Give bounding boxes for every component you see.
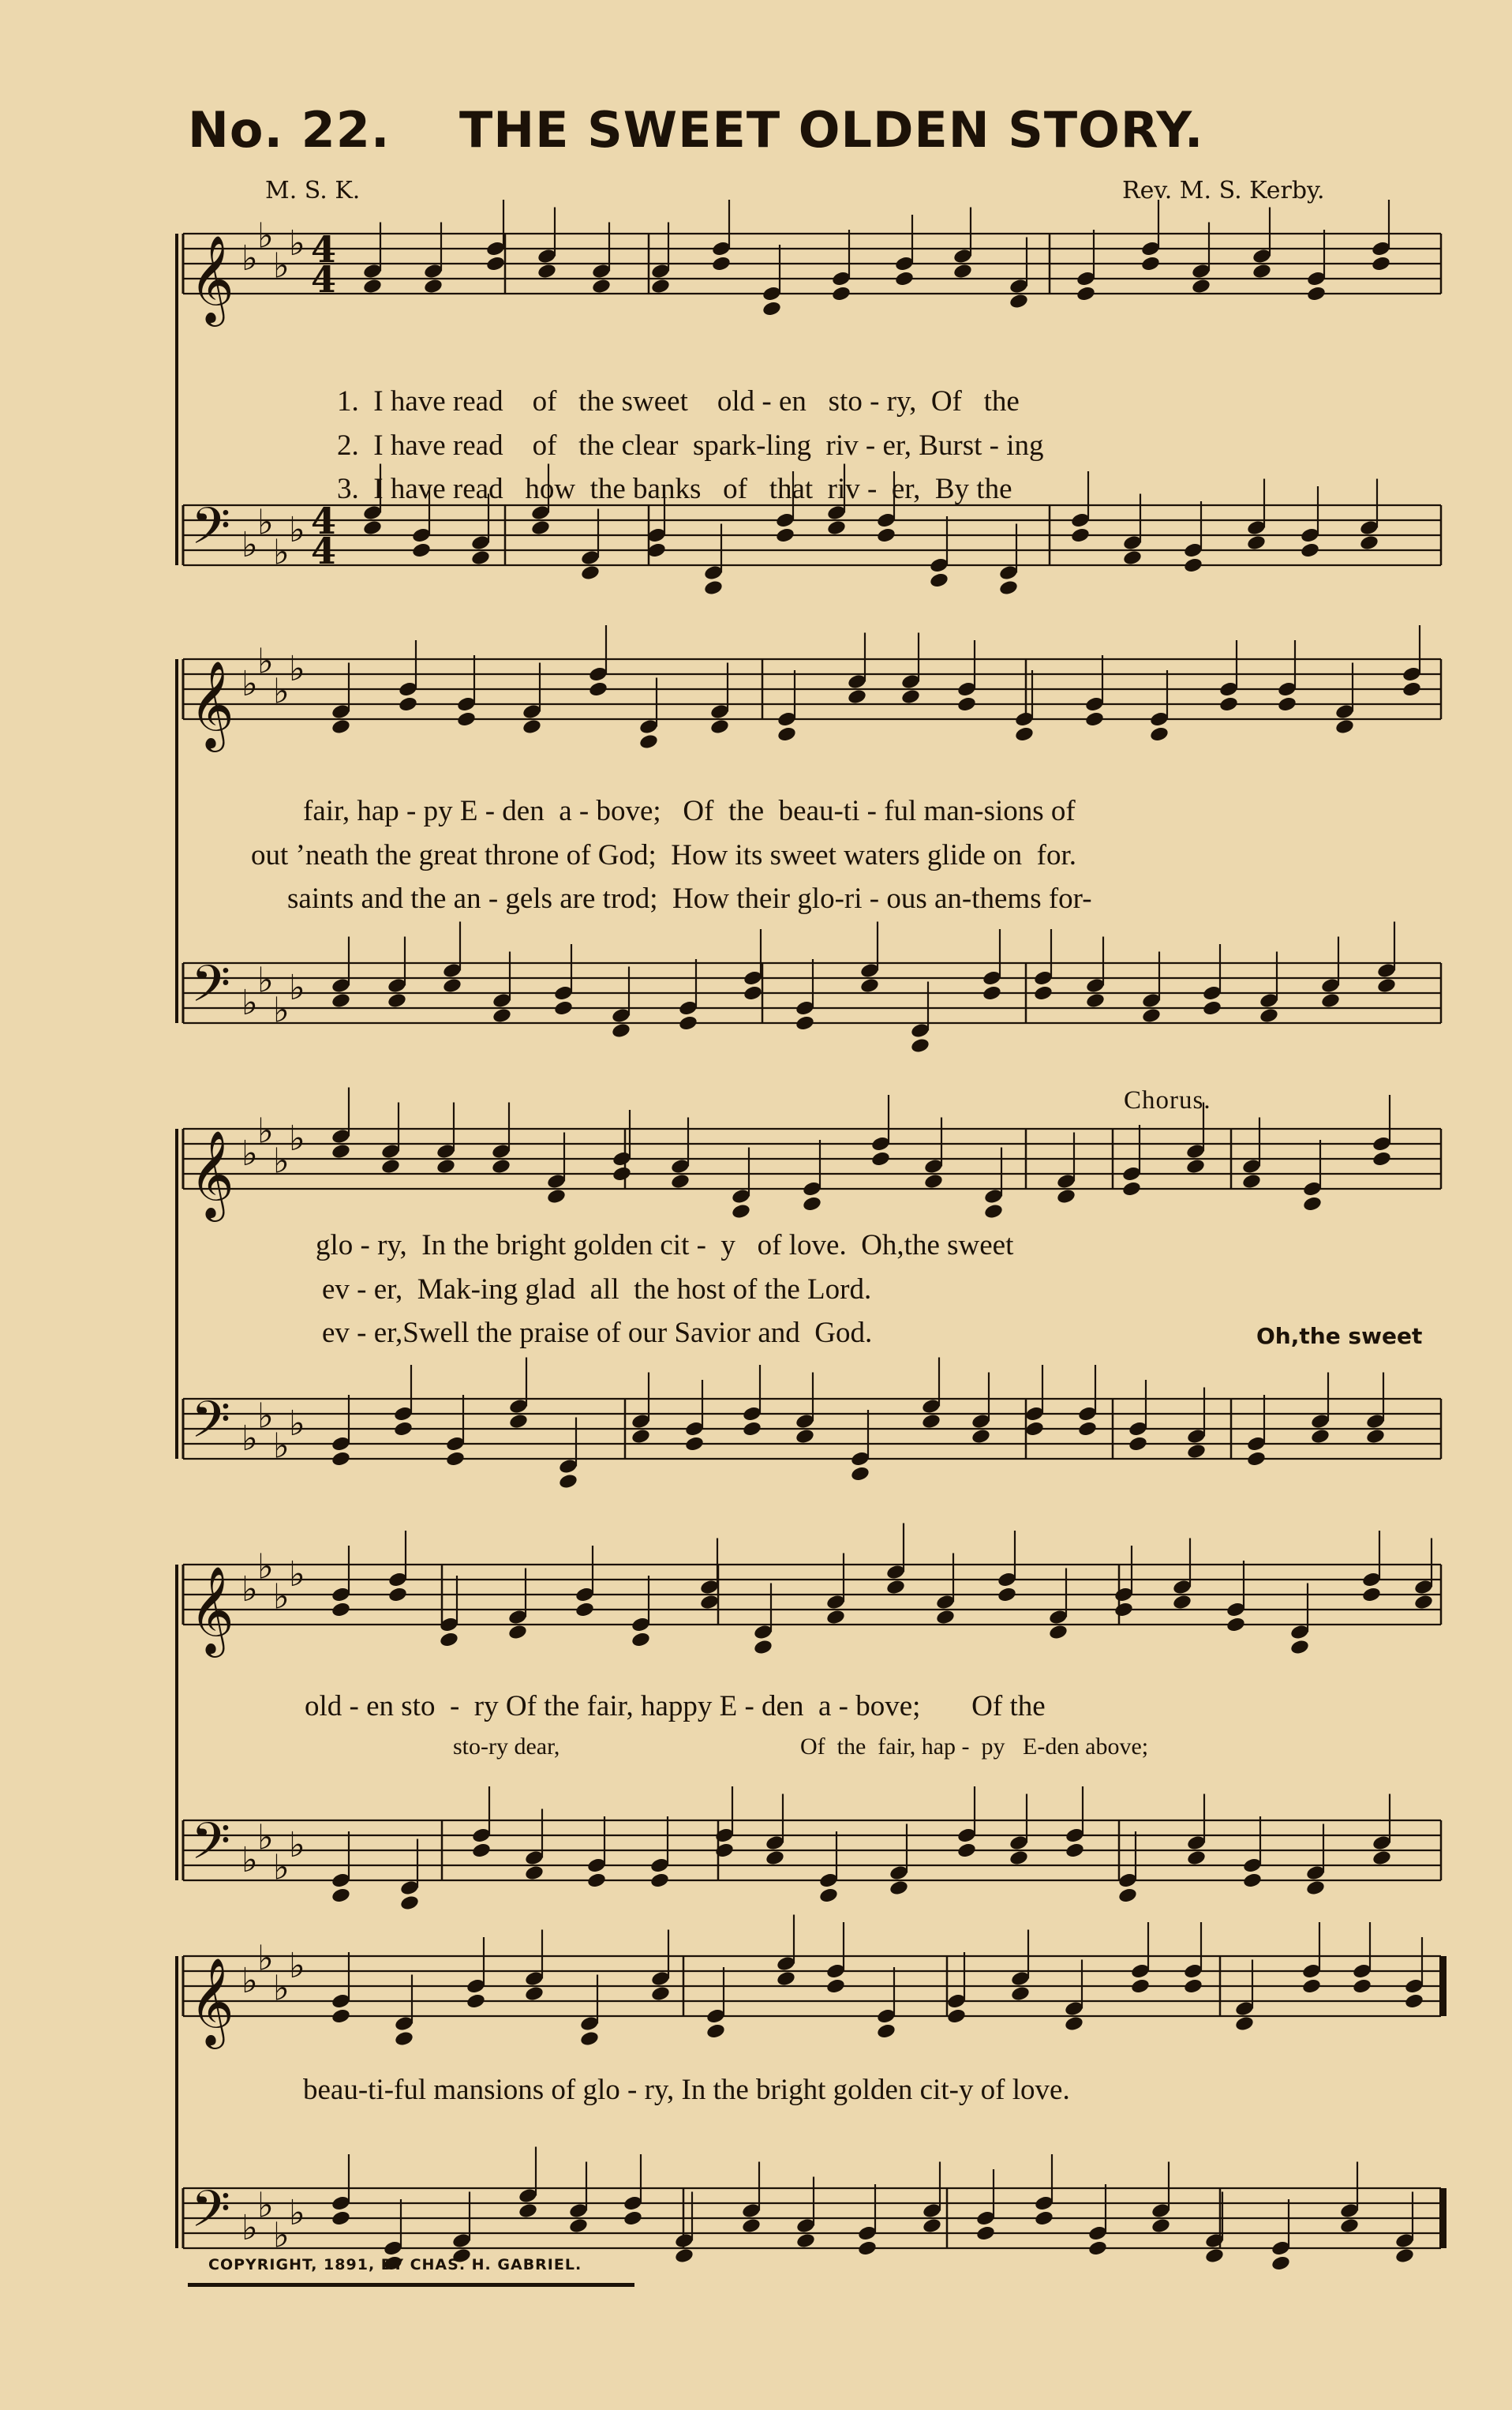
notehead: [894, 270, 915, 287]
notehead: [537, 263, 557, 280]
notehead: [1305, 1880, 1326, 1897]
notehead: [1128, 1435, 1148, 1452]
notehead: [922, 2217, 942, 2235]
notehead: [731, 1203, 751, 1220]
notehead: [795, 1428, 815, 1445]
flat-sign: ♭: [289, 1119, 305, 1159]
notehead: [1183, 557, 1203, 574]
notehead: [885, 1579, 906, 1596]
notehead: [423, 278, 443, 295]
notehead: [753, 1639, 773, 1656]
notehead: [1271, 2254, 1291, 2272]
lyric-fragment: Burst - ing: [919, 429, 1044, 462]
notehead: [1056, 1188, 1076, 1205]
verse-3-line-1: [308, 438, 1012, 540]
notehead: [331, 1450, 351, 1467]
notehead: [1246, 1450, 1267, 1467]
notehead: [1302, 1195, 1323, 1212]
notehead: [1339, 2217, 1360, 2235]
notehead: [923, 1173, 944, 1190]
notehead: [831, 285, 851, 302]
lyric-fragment: Of: [930, 385, 962, 418]
notehead: [1034, 2209, 1054, 2227]
flat-sign: ♭: [257, 2185, 274, 2226]
notehead: [398, 695, 418, 713]
notehead: [1183, 1977, 1203, 1995]
notehead: [709, 718, 730, 736]
flat-sign: ♭: [289, 510, 305, 550]
notehead: [982, 984, 1002, 1002]
notehead: [591, 278, 612, 295]
lyric-fragment: By the: [934, 473, 1012, 505]
notehead: [1310, 1428, 1330, 1445]
notehead: [1151, 2217, 1171, 2235]
notehead: [1117, 1887, 1138, 1904]
notehead: [847, 688, 867, 706]
notehead: [1033, 984, 1054, 1002]
flat-sign: ♭: [241, 525, 258, 565]
flat-sign: ♭: [289, 649, 305, 689]
flat-sign: ♭: [289, 1404, 305, 1444]
notehead: [1122, 549, 1143, 567]
notehead: [1113, 1601, 1134, 1618]
notehead: [650, 278, 671, 295]
notehead: [795, 1014, 815, 1032]
bass-clef: 𝄢: [191, 1812, 231, 1883]
notehead: [623, 2209, 643, 2227]
notehead: [818, 1887, 839, 1904]
flat-sign: ♭: [289, 968, 305, 1008]
copyright-notice: COPYRIGHT, 1891, BY CHAS. H. GABRIEL.: [208, 2256, 582, 2273]
notehead: [929, 572, 949, 589]
notehead: [762, 300, 782, 317]
notehead: [394, 2030, 414, 2048]
notehead: [331, 1143, 351, 1160]
notehead: [568, 2217, 589, 2235]
notehead: [952, 263, 973, 280]
lyric-fragment: the clear: [578, 429, 679, 462]
notehead: [1202, 999, 1222, 1017]
notehead: [466, 1992, 486, 2010]
notehead: [742, 1420, 762, 1437]
notehead: [380, 1158, 401, 1175]
bass-clef: 𝄢: [191, 497, 231, 568]
notehead: [1191, 278, 1211, 295]
flat-sign: ♭: [273, 1576, 290, 1617]
notehead: [935, 1609, 956, 1626]
lyric-fragment: riv -: [827, 473, 878, 505]
notehead: [331, 718, 351, 736]
notehead: [1371, 255, 1391, 272]
notehead: [1065, 1842, 1085, 1859]
lyricist-credit: M. S. K.: [265, 177, 361, 204]
lyric-fragment: the: [983, 385, 1020, 418]
notehead: [470, 549, 491, 567]
verse-2-line-3: ev - er, Mak-ing glad all the host of the Lord.: [322, 1273, 872, 1306]
flat-sign: ♭: [241, 1134, 258, 1174]
flat-sign: ♭: [257, 960, 274, 1001]
notehead: [1009, 1850, 1029, 1867]
notehead: [387, 1586, 408, 1603]
notehead: [456, 710, 477, 728]
notehead: [1085, 992, 1106, 1010]
notehead: [1048, 1624, 1069, 1641]
time-signature-top: 4: [311, 228, 337, 271]
notehead: [1300, 542, 1320, 559]
notehead: [1365, 1428, 1386, 1445]
notehead: [638, 733, 659, 751]
notehead: [971, 1428, 991, 1445]
notehead: [910, 1037, 930, 1055]
notehead: [741, 2217, 762, 2235]
notehead: [1077, 1420, 1098, 1437]
time-signature-bottom: 4: [311, 258, 337, 301]
final-barline: [1439, 1956, 1447, 2016]
notehead: [1121, 1180, 1142, 1198]
flat-sign: ♭: [273, 671, 290, 712]
notehead: [524, 1865, 545, 1882]
notehead: [1259, 1007, 1279, 1025]
notehead: [921, 1413, 941, 1430]
treble-clef: 𝄞: [189, 1565, 234, 1654]
notehead: [705, 2022, 726, 2040]
verse-3-line-2: saints and the an - gels are trod; How their glo-ri - ous an-thems for-: [287, 883, 1092, 915]
lyric-fragment: er,: [891, 473, 921, 505]
verse-number: 3.: [337, 473, 359, 505]
notehead: [492, 1007, 512, 1025]
notehead: [956, 1842, 977, 1859]
notehead: [1402, 680, 1422, 698]
notehead: [998, 579, 1019, 597]
lyric-fragment: spark-ling: [693, 429, 812, 462]
notehead: [1226, 1616, 1246, 1633]
lyric-fragment: er,: [882, 429, 911, 462]
lyric-fragment: ry,: [886, 385, 917, 418]
notehead: [1141, 1007, 1162, 1025]
notehead: [1009, 293, 1029, 310]
notehead: [611, 1022, 631, 1040]
notehead: [1084, 710, 1105, 728]
verse-3-line-3: ev - er,Swell the praise of our Savior and God.: [322, 1317, 873, 1349]
verse-2-line-2: out ’neath the great throne of God; How its sweet waters glide on for.: [251, 839, 1077, 871]
notehead: [1185, 1158, 1206, 1175]
lyric-fragment: of: [723, 473, 747, 505]
verse-1-line-3: glo - ry, In the bright golden cit - y of love. Oh,the sweet: [316, 1229, 1014, 1261]
lyric-fragment: that: [769, 473, 814, 505]
notehead: [649, 1872, 670, 1889]
notehead: [1394, 2247, 1415, 2265]
notehead: [586, 1872, 607, 1889]
notehead: [331, 1887, 351, 1904]
treble-clef: 𝄞: [189, 234, 234, 323]
notehead: [684, 1435, 705, 1452]
notehead: [1186, 1850, 1207, 1867]
flat-sign: ♭: [257, 1546, 274, 1587]
notehead: [1064, 2015, 1084, 2033]
flat-sign: ♭: [241, 1961, 258, 2001]
lyric-fragment: of: [532, 385, 557, 418]
lyric-fragment: the banks: [589, 473, 702, 505]
notehead: [743, 984, 763, 1002]
notehead: [579, 2030, 600, 2048]
flat-sign: ♭: [241, 664, 258, 704]
notehead: [485, 255, 506, 272]
notehead: [411, 542, 432, 559]
flat-sign: ♭: [273, 1141, 290, 1182]
notehead: [546, 1188, 567, 1205]
notehead: [975, 2224, 996, 2242]
lyric-fragment: I have read: [373, 429, 503, 462]
notehead: [1010, 1985, 1031, 2003]
notehead: [1277, 695, 1297, 713]
composer-credit: Rev. M. S. Kerby.: [1122, 177, 1325, 204]
notehead: [1076, 285, 1096, 302]
notehead: [859, 977, 880, 995]
notehead: [776, 1970, 796, 1988]
notehead: [1140, 255, 1161, 272]
notehead: [1306, 285, 1327, 302]
notehead: [1320, 992, 1341, 1010]
notehead: [1352, 1977, 1372, 1995]
notehead: [574, 1601, 595, 1618]
flat-sign: ♭: [241, 2208, 258, 2248]
notehead: [946, 2007, 967, 2025]
notehead: [436, 1158, 456, 1175]
verse-number: 1.: [337, 385, 359, 418]
flat-sign: ♭: [241, 238, 258, 279]
notehead: [331, 992, 351, 1010]
bass-lyric-1: sto-ry dear,: [453, 1733, 560, 1760]
notehead: [508, 1413, 529, 1430]
notehead: [1014, 725, 1035, 743]
notehead: [1372, 1150, 1392, 1168]
notehead: [445, 1450, 466, 1467]
notehead: [795, 2232, 816, 2250]
chorus-lyric-line-1: old - en sto - ry Of the fair, happy E - den a - bove; Of the: [305, 1690, 1046, 1722]
hymn-number: No. 22.: [188, 101, 391, 159]
notehead: [387, 992, 407, 1010]
notehead: [650, 1985, 671, 2003]
notehead: [331, 2007, 351, 2025]
flat-sign: ♭: [289, 2193, 305, 2233]
notehead: [889, 1880, 909, 1897]
notehead: [612, 1165, 632, 1183]
notehead: [1404, 1992, 1424, 2010]
flat-sign: ♭: [289, 1946, 305, 1986]
hymn-title: THE SWEET OLDEN STORY.: [459, 101, 1204, 159]
notehead: [1372, 1850, 1392, 1867]
notehead: [1218, 695, 1239, 713]
flat-sign: ♭: [241, 1840, 258, 1880]
flat-sign: ♭: [241, 983, 258, 1023]
notehead: [1204, 2247, 1225, 2265]
flat-sign: ♭: [289, 223, 305, 264]
footer-rule: [188, 2283, 634, 2287]
notehead: [711, 255, 732, 272]
notehead: [631, 1428, 651, 1445]
flat-sign: ♭: [257, 1111, 274, 1152]
notehead: [825, 1609, 846, 1626]
flat-sign: ♭: [257, 502, 274, 543]
notehead: [491, 1158, 511, 1175]
notehead: [1241, 1173, 1262, 1190]
notehead: [471, 1842, 492, 1859]
bass-chorus-text: Oh,the sweet: [1256, 1323, 1423, 1349]
flat-sign: ♭: [273, 2215, 290, 2256]
flat-sign: ♭: [257, 1938, 274, 1979]
notehead: [1361, 1586, 1382, 1603]
notehead: [1172, 1594, 1192, 1611]
notehead: [362, 278, 383, 295]
notehead: [399, 1895, 420, 1912]
flat-sign: ♭: [257, 216, 274, 257]
lyric-fragment: riv -: [825, 429, 876, 462]
notehead: [674, 2247, 694, 2265]
notehead: [442, 977, 462, 995]
notehead: [393, 1420, 414, 1437]
notehead: [956, 695, 977, 713]
flat-sign: ♭: [273, 990, 290, 1031]
notehead: [331, 2209, 351, 2227]
notehead: [670, 1173, 691, 1190]
notehead: [331, 1601, 351, 1618]
treble-clef: 𝄞: [189, 1957, 234, 2045]
notehead: [553, 999, 574, 1017]
notehead: [699, 1594, 720, 1611]
final-barline: [1439, 2188, 1447, 2248]
notehead: [524, 1985, 545, 2003]
bass-clef: 𝄢: [191, 2180, 231, 2251]
notehead: [876, 2022, 896, 2040]
flat-sign: ♭: [241, 1569, 258, 1610]
lyric-fragment: of: [532, 429, 557, 462]
flat-sign: ♭: [257, 1817, 274, 1858]
notehead: [507, 1624, 528, 1641]
notehead: [983, 1203, 1004, 1220]
notehead: [802, 1195, 822, 1212]
notehead: [558, 1473, 578, 1490]
notehead: [1234, 2015, 1255, 2033]
notehead: [678, 1014, 698, 1032]
notehead: [997, 1586, 1017, 1603]
notehead: [1252, 263, 1272, 280]
verse-1-line-2: fair, hap - py E - den a - bove; Of the beau-ti - ful man-sions of: [303, 795, 1076, 827]
notehead: [1024, 1420, 1045, 1437]
flat-sign: ♭: [289, 1554, 305, 1595]
flat-sign: ♭: [273, 1968, 290, 2009]
notehead: [1242, 1872, 1263, 1889]
lyric-fragment: I have read: [373, 385, 503, 418]
notehead: [1301, 1977, 1322, 1995]
notehead: [1246, 534, 1267, 552]
notehead: [1149, 725, 1170, 743]
flat-sign: ♭: [273, 1847, 290, 1888]
flat-sign: ♭: [273, 245, 290, 287]
notehead: [522, 718, 542, 736]
treble-clef: 𝄞: [189, 1130, 234, 1218]
bass-lyric-2: Of the fair, hap - py E-den above;: [800, 1733, 1149, 1760]
notehead: [518, 2202, 538, 2220]
notehead: [825, 1977, 846, 1995]
notehead: [588, 680, 608, 698]
notehead: [439, 1631, 459, 1648]
flat-sign: ♭: [241, 1419, 258, 1459]
flat-sign: ♭: [257, 641, 274, 682]
notehead: [1289, 1639, 1310, 1656]
notehead: [857, 2239, 878, 2257]
notehead: [1087, 2239, 1108, 2257]
treble-clef: 𝄞: [189, 660, 234, 748]
lyric-fragment: the sweet: [578, 385, 688, 418]
flat-sign: ♭: [273, 1426, 290, 1467]
notehead: [870, 1150, 891, 1168]
lyric-fragment: I have read: [373, 473, 503, 505]
notehead: [1376, 977, 1397, 995]
time-signature-top: 4: [311, 500, 337, 542]
notehead: [580, 564, 601, 582]
notehead: [1130, 1977, 1151, 1995]
flat-sign: ♭: [273, 532, 290, 573]
bass-clef: 𝄢: [191, 955, 231, 1026]
lyric-fragment: old - en: [717, 385, 807, 418]
chorus-label: Chorus.: [1124, 1086, 1211, 1115]
flat-sign: ♭: [257, 1396, 274, 1437]
bass-clef: 𝄢: [191, 1391, 231, 1462]
notehead: [765, 1850, 785, 1867]
notehead: [777, 725, 797, 743]
notehead: [1334, 718, 1355, 736]
notehead: [1186, 1443, 1207, 1460]
notehead: [900, 688, 921, 706]
notehead: [1070, 527, 1091, 544]
lyric-fragment: how: [525, 473, 576, 505]
flat-sign: ♭: [289, 1825, 305, 1865]
chorus-lyric-line-2: beau-ti-ful mansions of glo - ry, In the bright golden cit-y of love.: [303, 2074, 1070, 2106]
notehead: [1413, 1594, 1434, 1611]
verse-number: 2.: [337, 429, 359, 462]
notehead: [703, 579, 724, 597]
notehead: [850, 1465, 870, 1482]
lyric-fragment: sto -: [828, 385, 880, 418]
notehead: [631, 1631, 651, 1648]
notehead: [1359, 534, 1379, 552]
time-signature-bottom: 4: [311, 530, 337, 572]
